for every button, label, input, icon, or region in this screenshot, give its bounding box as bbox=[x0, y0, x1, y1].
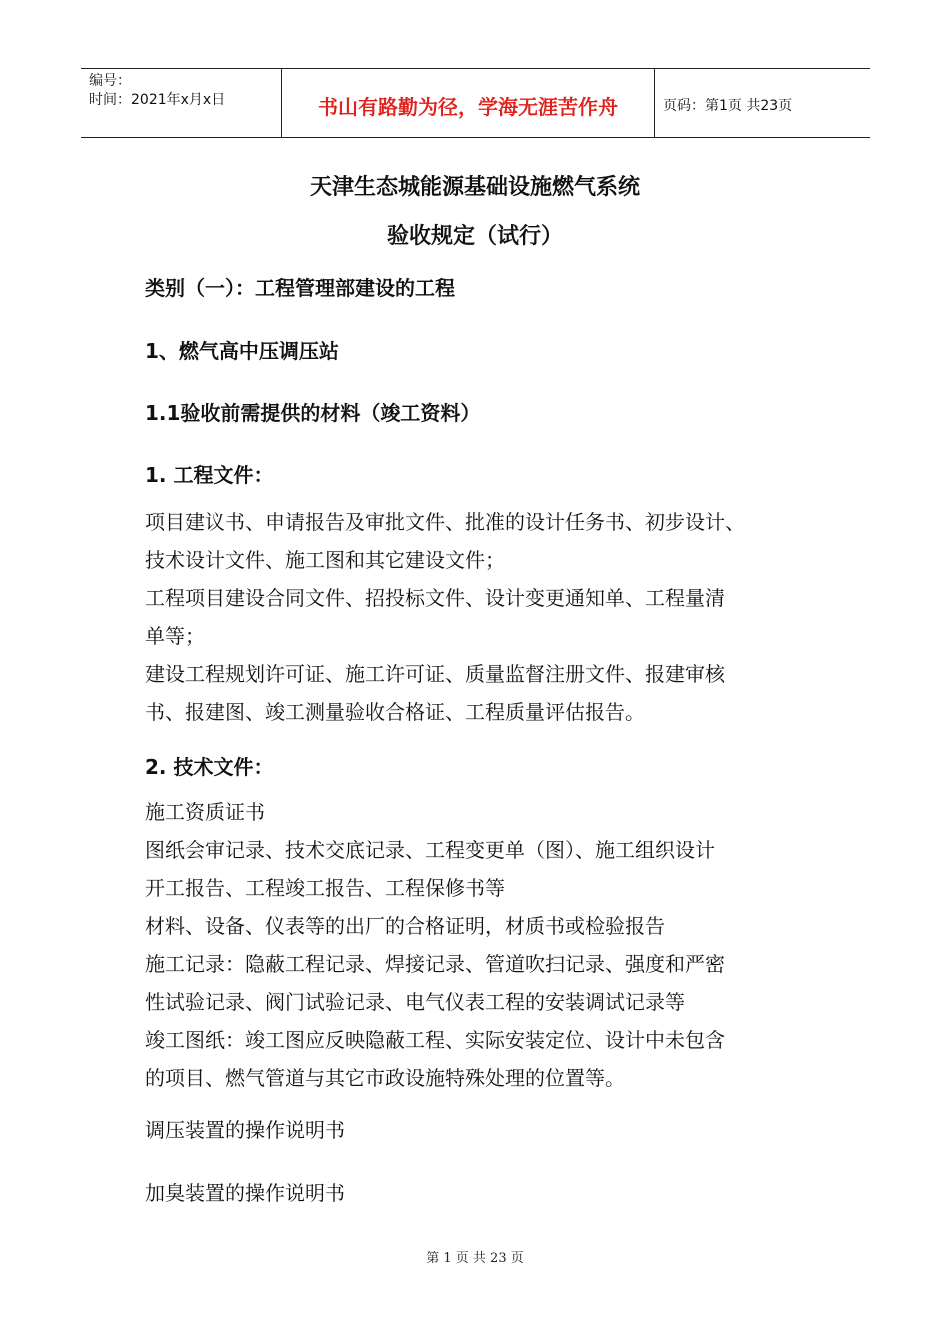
body-line: 竣工图纸：竣工图应反映隐蔽工程、实际安装定位、设计中未包含 bbox=[145, 1028, 725, 1052]
page-footer: 第 1 页 共 23 页 bbox=[426, 1251, 524, 1266]
body-line: 单等； bbox=[145, 624, 205, 648]
header-page-info: 页码：第1页 共23页 bbox=[663, 98, 793, 114]
document-title-line1: 天津生态城能源基础设施燃气系统 bbox=[309, 175, 640, 200]
technical-docs-list bbox=[145, 793, 825, 1097]
section-heading-1: 1、燃气高中压调压站 bbox=[145, 339, 339, 363]
section-heading-1-1: 1.1验收前需提供的材料（竣工资料） bbox=[145, 401, 481, 425]
subsection-heading-technical-docs: 2. 技术文件： bbox=[145, 755, 274, 779]
body-line: 书、报建图、竣工测量验收合格证、工程质量评估报告。 bbox=[145, 700, 645, 724]
category-heading: 类别（一）：工程管理部建设的工程 bbox=[145, 276, 455, 300]
body-line: 项目建议书、申请报告及审批文件、批准的设计任务书、初步设计、 bbox=[145, 510, 745, 534]
body-line: 图纸会审记录、技术交底记录、工程变更单（图）、施工组织设计 bbox=[145, 838, 715, 862]
document-date-label: 时间：2021年x月x日 bbox=[89, 92, 226, 108]
regulator-manual-item: 调压装置的操作说明书 bbox=[145, 1118, 345, 1142]
body-line: 工程项目建设合同文件、招投标文件、设计变更通知单、工程量清 bbox=[145, 586, 725, 610]
document-title-line2: 验收规定（试行） bbox=[386, 224, 563, 249]
body-line: 性试验记录、阀门试验记录、电气仪表工程的安装调试记录等 bbox=[145, 990, 685, 1014]
body-line: 材料、设备、仪表等的出厂的合格证明，材质书或检验报告 bbox=[145, 914, 665, 938]
header-meta-cell bbox=[81, 69, 282, 137]
body-line: 施工资质证书 bbox=[145, 800, 265, 824]
body-line: 施工记录：隐蔽工程记录、焊接记录、管道吹扫记录、强度和严密 bbox=[145, 952, 725, 976]
header-motto: 书山有路勤为径，学海无涯苦作舟 bbox=[318, 94, 618, 119]
header-motto-cell bbox=[282, 69, 655, 137]
header-page-cell bbox=[655, 69, 870, 137]
body-line: 开工报告、工程竣工报告、工程保修书等 bbox=[145, 876, 505, 900]
odorizer-manual-item: 加臭装置的操作说明书 bbox=[145, 1181, 345, 1205]
document-number-label: 编号： bbox=[89, 73, 131, 89]
subsection-heading-engineering-docs: 1. 工程文件： bbox=[145, 463, 274, 487]
body-line: 建设工程规划许可证、施工许可证、质量监督注册文件、报建审核 bbox=[145, 662, 725, 686]
body-line: 的项目、燃气管道与其它市政设施特殊处理的位置等。 bbox=[145, 1066, 625, 1090]
engineering-docs-list bbox=[145, 503, 825, 731]
body-line: 技术设计文件、施工图和其它建设文件； bbox=[145, 548, 505, 572]
header-table bbox=[81, 68, 870, 138]
